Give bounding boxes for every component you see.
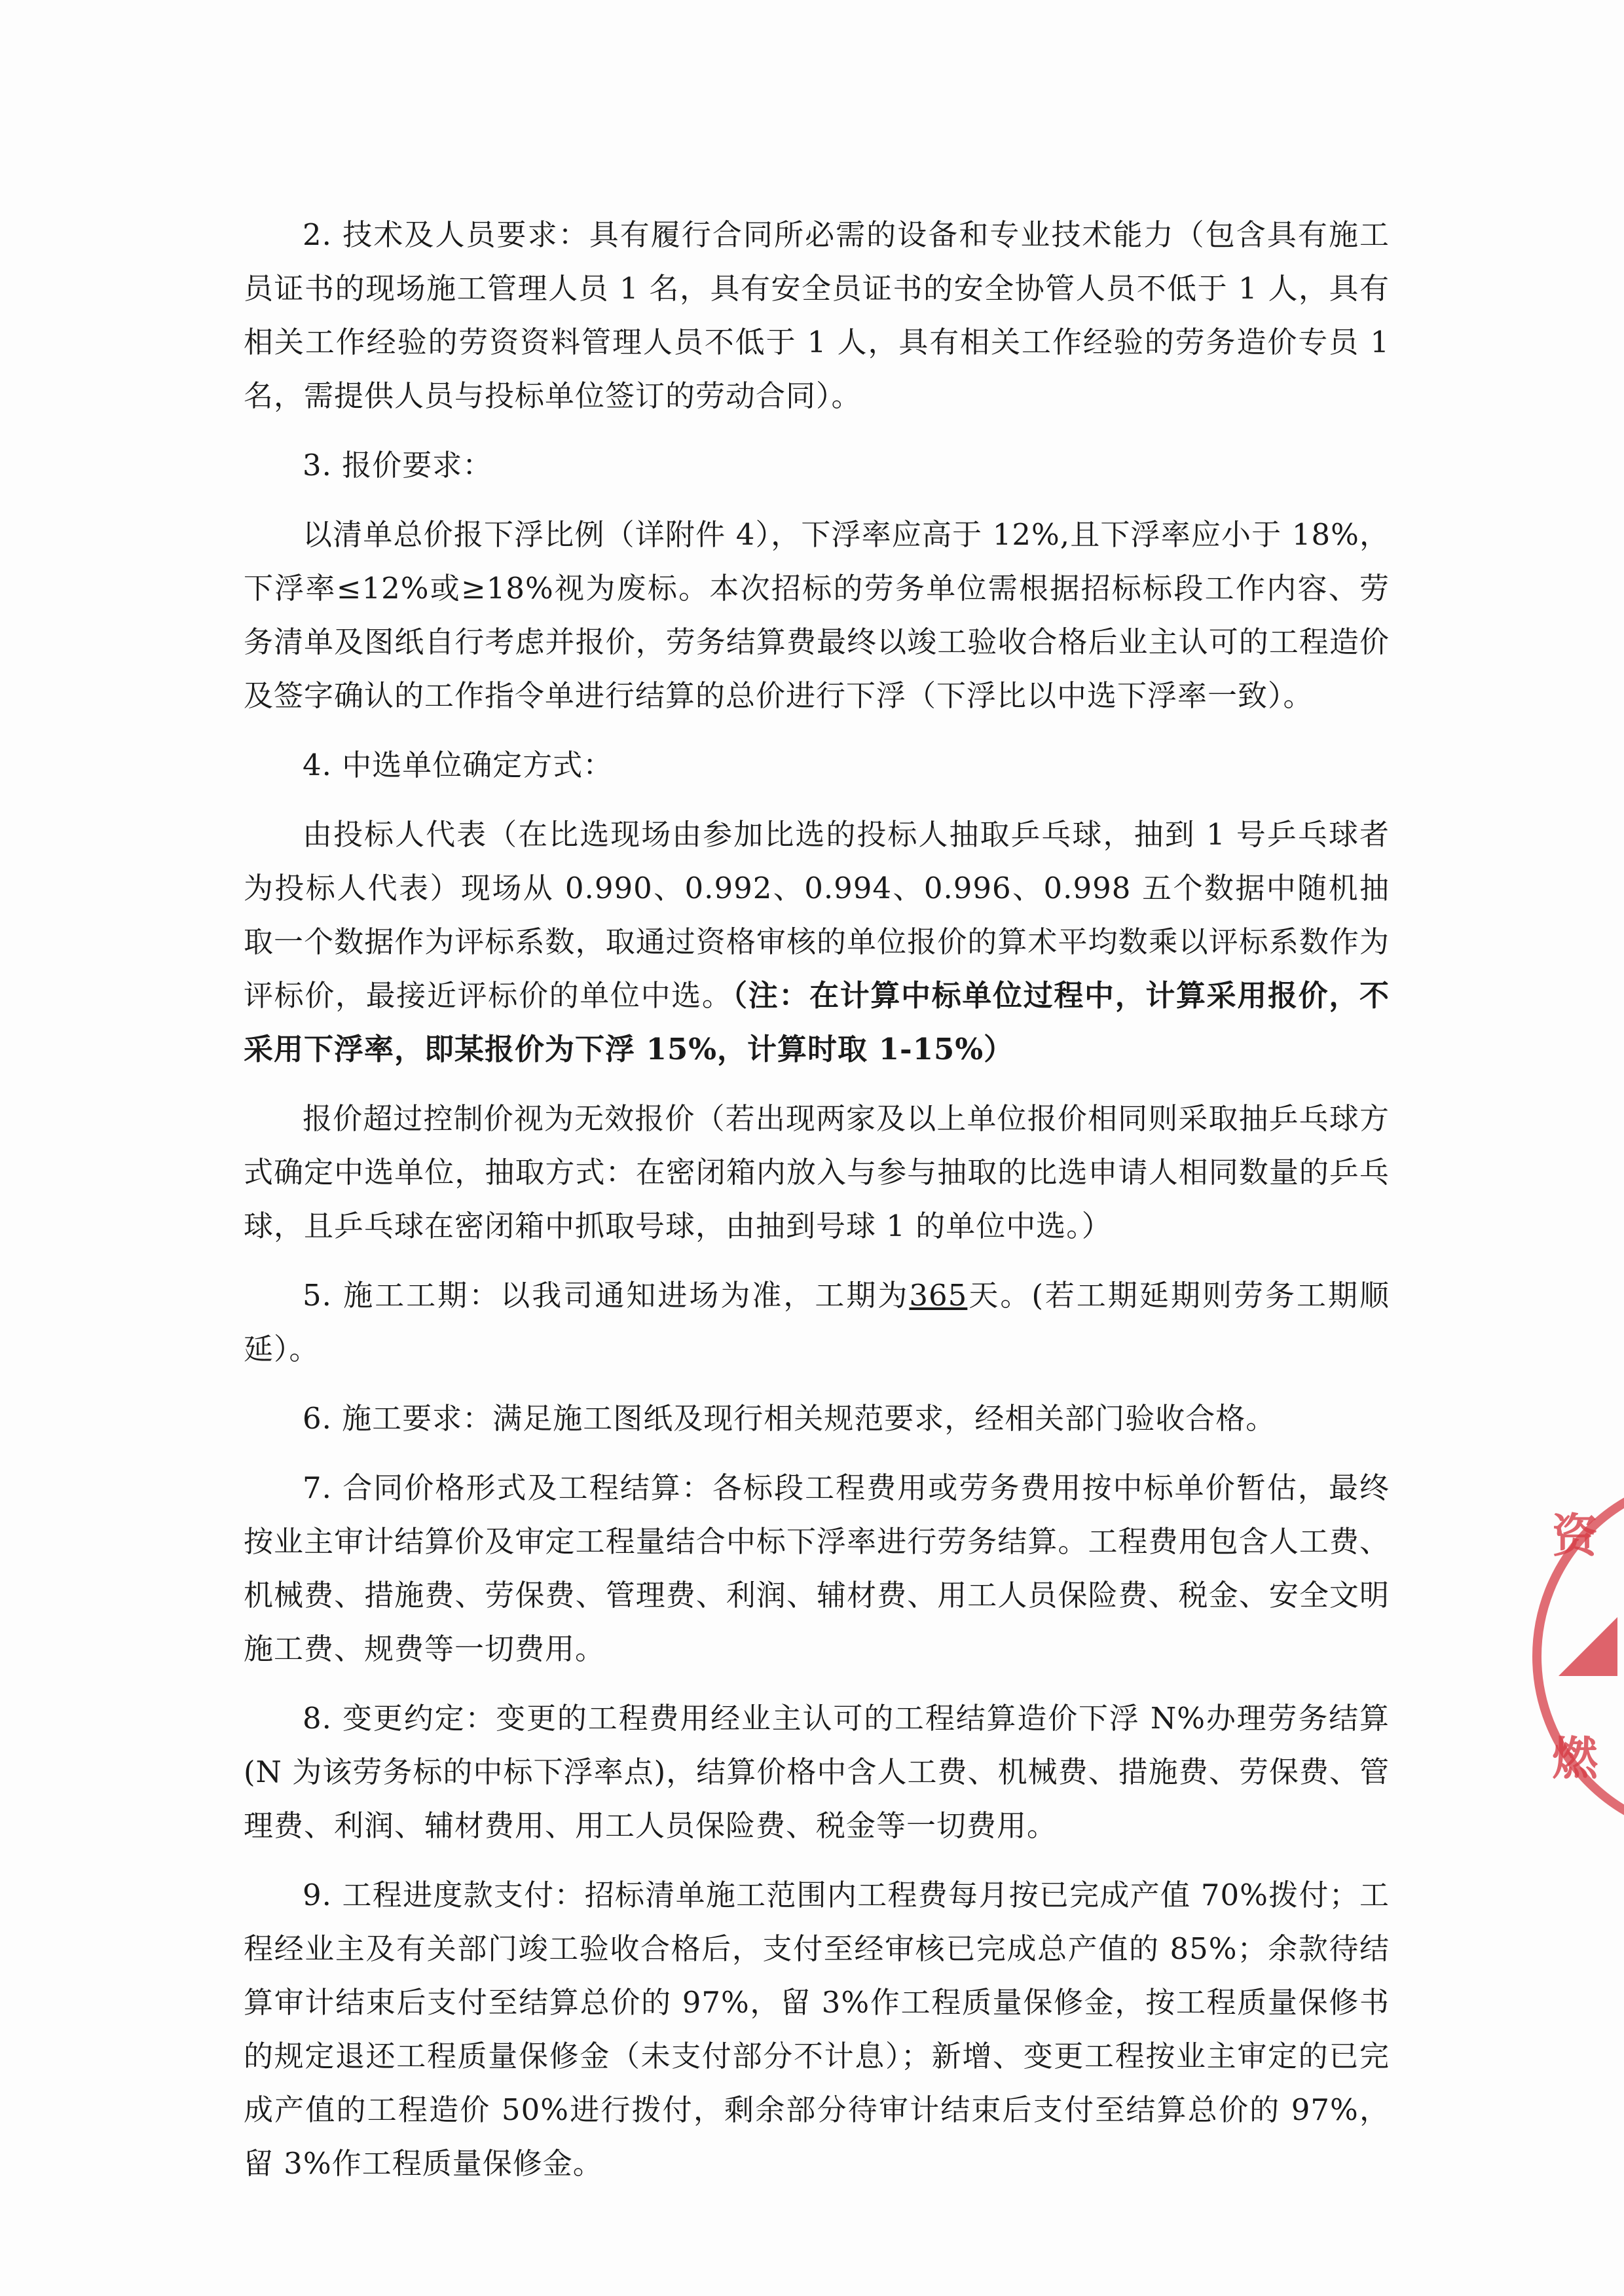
period-days-value: 365 (909, 1278, 968, 1313)
paragraph-contract-price-settlement: 7. 合同价格形式及工程结算：各标段工程费用或劳务费用按中标单价暂估，最终按业主审计结算价及审定工程量结合中标下浮率进行劳务结算。工程费用包含人工费、机械费、措施费、劳保费、管理费、利润、辅材费、用工人员保险费、税金、安全文明施工费、规费等一切费用。 (244, 1470, 1390, 1666)
paragraph-construction-requirements: 6. 施工要求：满足施工图纸及现行相关规范要求，经相关部门验收合格。 (303, 1401, 1276, 1436)
period-text-before: 5. 施工工期：以我司通知进场为准，工期为 (303, 1278, 910, 1313)
paragraph-change-agreement: 8. 变更约定：变更的工程费用经业主认可的工程结算造价下浮 N%办理劳务结算 (N 为该劳务标的中标下浮率点)，结算价格中含人工费、机械费、措施费、劳保费、管理费、利润、辅材费用、用工人员保险费、税金等一切费用。 (244, 1701, 1390, 1843)
paragraph-construction-period (244, 1269, 1390, 1376)
paragraph-progress-payment: 9. 工程进度款支付：招标清单施工范围内工程费每月按已完成产值 70%拨付；工程经业主及有关部门竣工验收合格后，支付至经审核已完成总产值的 85%；余款待结算审计结束后支付至结算总价的 97%，留 3%作工程质量保修金，按工程质量保修书的规定退还工程质量保修金（未支付部分不计息）；新增、变更工程按业主审定的已完成产值的工程造价 50%进行拨付，剩余部分待审计结束后支付至结算总价的 97%，留 3%作工程质量保修金。 (244, 1878, 1390, 2181)
paragraph-technical-staff-requirements: 2. 技术及人员要求：具有履行合同所必需的设备和专业技术能力（包含具有施工员证书的现场施工管理人员 1 名，具有安全员证书的安全协管人员不低于 1 人，具有相关工作经验的劳资资料管理人员不低于 1 人，具有相关工作经验的劳务造价专员 1 名，需提供人员与投标单位签订的劳动合同）。 (244, 217, 1390, 413)
paragraph-quotation-body: 以清单总价报下浮比例（详附件 4），下浮率应高于 12%,且下浮率应小于 18%，下浮率≤12%或≥18%视为废标。本次招标的劳务单位需根据招标标段工作内容、劳务清单及图纸自行考虑并报价，劳务结算费最终以竣工验收合格后业主认可的工程造价及签字确认的工作指令单进行结算的总价进行下浮（下浮比以中选下浮率一致）。 (244, 517, 1390, 713)
seal-stamp-fragment (1532, 1473, 1624, 1853)
selection-note-bold: （注：在计算中标单位过程中，计算采用报价，不采用下浮率，即某报价为下浮 15%，计算时取 1-15%） (244, 978, 1390, 1066)
selection-method-text: 由投标人代表（在比选现场由参加比选的投标人抽取乒乓球，抽到 1 号乒乓球者为投标人代表）现场从 0.990、0.992、0.994、0.996、0.998 五个数据中随机抽取一个数据作为评标系数，取通过资格审核的单位报价的算术平均数乘以评标系数作为评标价，最接近评标价的单位中选。 (244, 817, 1390, 1013)
paragraph-invalid-quotation: 报价超过控制价视为无效报价（若出现两家及以上单位报价相同则采取抽乒乓球方式确定中选单位，抽取方式：在密闭箱内放入与参与抽取的比选申请人相同数量的乒乓球，且乒乓球在密闭箱中抓取号球，由抽到号球 1 的单位中选。） (244, 1101, 1390, 1243)
seal-char-bottom: 燃 (1552, 1731, 1598, 1785)
period-text-after: 天。(若工期延期则劳务工期顺延）。 (244, 1278, 1390, 1366)
paragraph-selection-heading: 4. 中选单位确定方式： (303, 748, 614, 782)
document-body (244, 208, 1390, 2191)
paragraph-selection-body (244, 808, 1390, 1076)
paragraph-quotation-heading: 3. 报价要求： (303, 448, 493, 483)
seal-star-icon (1559, 1617, 1617, 1676)
seal-char-top: 资 (1552, 1508, 1598, 1563)
